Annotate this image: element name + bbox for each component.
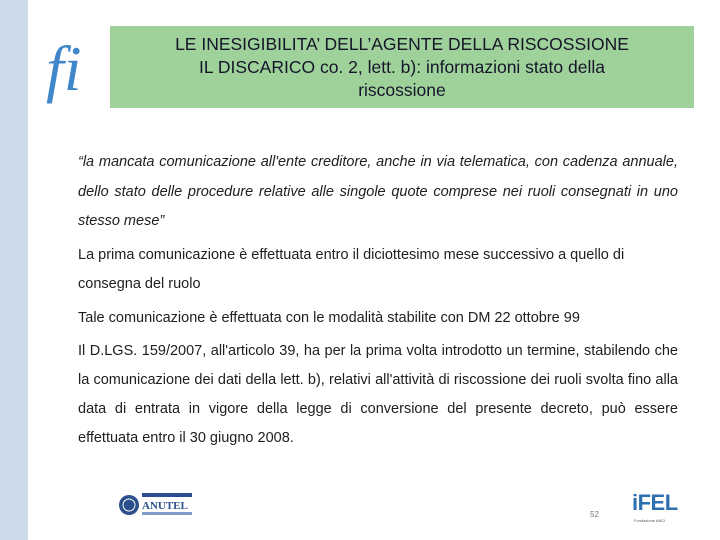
ifel-logo-text: iFEL: [632, 490, 678, 515]
fi-logo-text: fi: [46, 33, 82, 104]
paragraph-first-communication: La prima comunicazione è effettuata entro il diciottesimo mese successivo a quello di consegna del ruolo: [78, 246, 625, 292]
ifel-logo-subtitle: Fondazione ANCI: [634, 518, 666, 523]
title-line-1: LE INESIGIBILITA’ DELL’AGENTE DELLA RISCOSSIONE: [175, 33, 629, 54]
paragraph-dlgs-159: Il D.LGS. 159/2007, all'articolo 39, ha per la prima volta introdotto un termine, stabilendo che la comunicazione dei dati della lett. b), relativi all'attività di riscossione dei ruoli svolta fino alla data di entrata in vigore della legge di conversione del presente decreto, può essere effettuata entro il 30 giugno 2008.: [78, 343, 678, 446]
left-accent-bar: [0, 0, 28, 540]
anutel-logo-text: ANUTEL: [142, 500, 188, 512]
slide-body: [78, 148, 678, 457]
page-number: 52: [590, 510, 599, 519]
anutel-logo: [118, 491, 194, 519]
paragraph-dm-modalities: Tale comunicazione è effettuata con le modalità stabilite con DM 22 ottobre 99: [78, 309, 580, 326]
title-line-3: riscossione: [358, 79, 446, 100]
quote-paragraph: “la mancata comunicazione all'ente creditore, anche in via telematica, con cadenza annuale, dello stato delle procedure relative alle singole quote comprese nei ruoli consegnati in uno stesso mese”: [78, 154, 678, 229]
fi-logo: [44, 28, 100, 104]
title-line-2: IL DISCARICO co. 2, lett. b): informazioni stato della: [199, 56, 605, 77]
slide-title: [110, 26, 694, 108]
ifel-logo: [632, 490, 682, 526]
